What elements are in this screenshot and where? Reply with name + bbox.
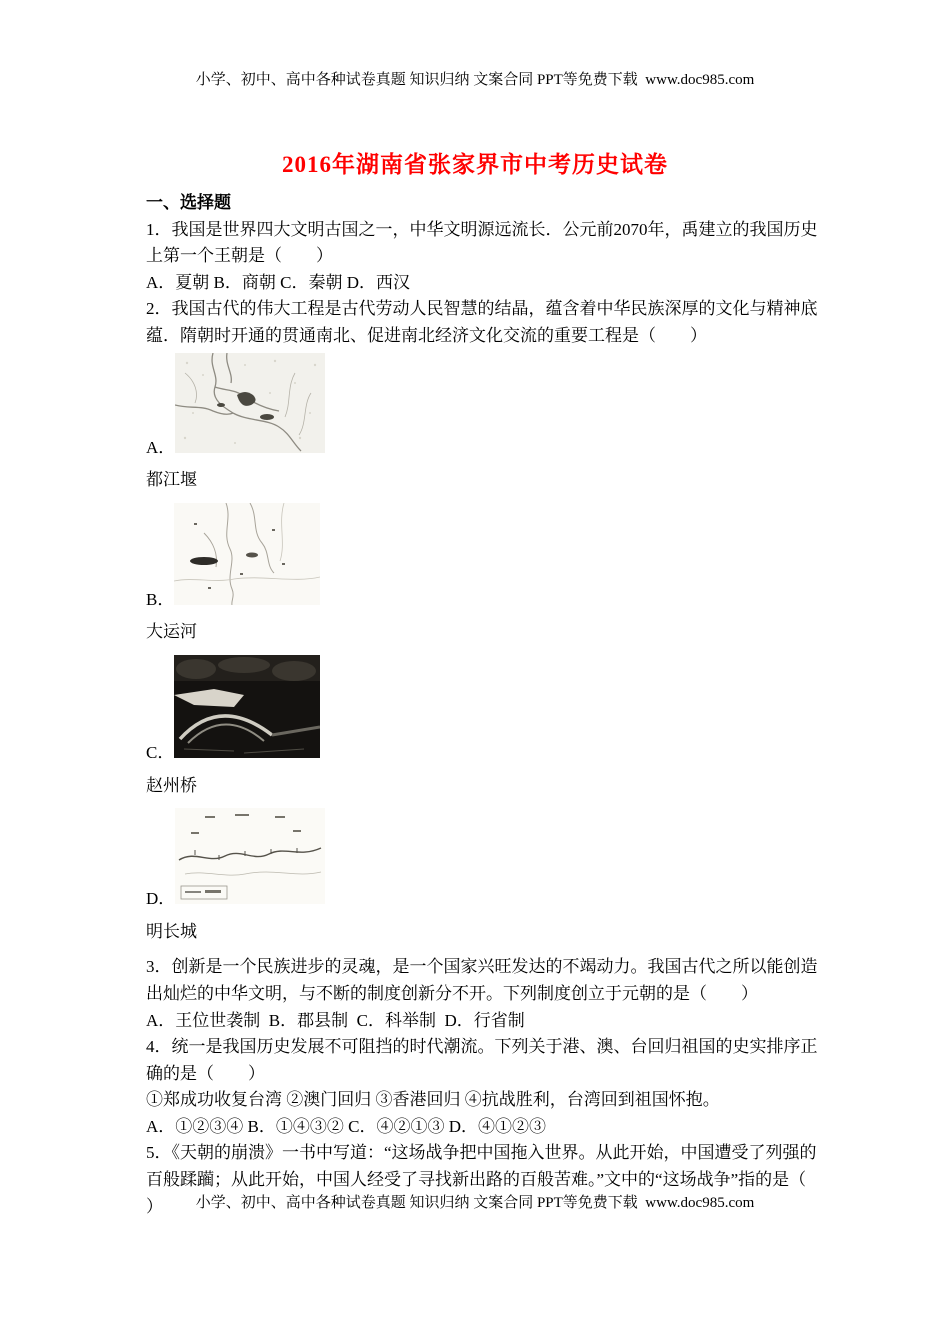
zhaozhou-bridge-photo-image [174, 655, 320, 767]
question-2-option-c [146, 655, 826, 767]
question-5-text: 5．《天朝的崩溃》一书中写道：“这场战争把中国拖入世界。从此开始，中国遭受了列强的百般蹂躏；从此开始，中国人经受了寻找新出路的百般苦难。”文中的“这场战争”指的是（ ） [146, 1143, 841, 1216]
site-footer-text: 小学、初中、高中各种试卷真题 知识归纳 文案合同 PPT等免费下载 www.doc985.com [195, 1195, 755, 1211]
question-2-option-a [146, 353, 826, 462]
question-2-option-b [146, 503, 826, 614]
dujiangyan-map-image [175, 353, 325, 462]
question-3-options: A．王位世袭制 B．郡县制 C．科举制 D．行省制 [146, 1010, 525, 1030]
question-2-text: 2．我国古代的伟大工程是古代劳动人民智慧的结晶，蕴含着中华民族深厚的文化与精神底蕴．隋朝时开通的贯通南北、促进南北经济文化交流的重要工程是（ ） [146, 299, 818, 345]
exam-body [146, 190, 841, 1220]
option-a-caption: 都江堰 [146, 470, 197, 490]
ming-great-wall-map-image [175, 808, 325, 913]
grand-canal-map-image [174, 503, 320, 614]
option-b-label: B． [146, 589, 175, 609]
question-2-option-d [146, 808, 826, 913]
site-header-text: 小学、初中、高中各种试卷真题 知识归纳 文案合同 PPT等免费下载 www.doc985.com [195, 72, 755, 88]
question-1-text: 1．我国是世界四大文明古国之一，中华文明源远流长．公元前2070年，禹建立的我国历史上第一个王朝是（ ） [146, 219, 818, 266]
option-c-label: C． [146, 742, 175, 762]
question-4-options: A．①②③④ B．①④③② C．④②①③ D．④①②③ [146, 1116, 546, 1136]
option-a-label: A． [146, 437, 176, 457]
question-3-text: 3．创新是一个民族进步的灵魂，是一个国家兴旺发达的不竭动力。我国古代之所以能创造出灿烂的中华文明，与不断的制度创新分不开。下列制度创立于元朝的是（ ） [146, 957, 818, 1003]
option-b-caption: 大运河 [146, 622, 197, 642]
exam-title: 2016年湖南省张家界市中考历史试卷 [282, 152, 668, 177]
option-d-label: D． [146, 889, 176, 909]
option-c-caption: 赵州桥 [146, 775, 197, 795]
question-4-items: ①郑成功收复台湾 ②澳门回归 ③香港回归 ④抗战胜利，台湾回到祖国怀抱。 [146, 1090, 720, 1110]
question-1-options: A．夏朝 B．商朝 C．秦朝 D．西汉 [146, 272, 410, 292]
question-4-text: 4．统一是我国历史发展不可阻挡的时代潮流。下列关于港、澳、台回归祖国的史实排序正确的是（ ） [146, 1037, 818, 1083]
option-d-caption: 明长城 [146, 921, 197, 941]
section-heading-multiple-choice: 一、选择题 [146, 193, 231, 212]
